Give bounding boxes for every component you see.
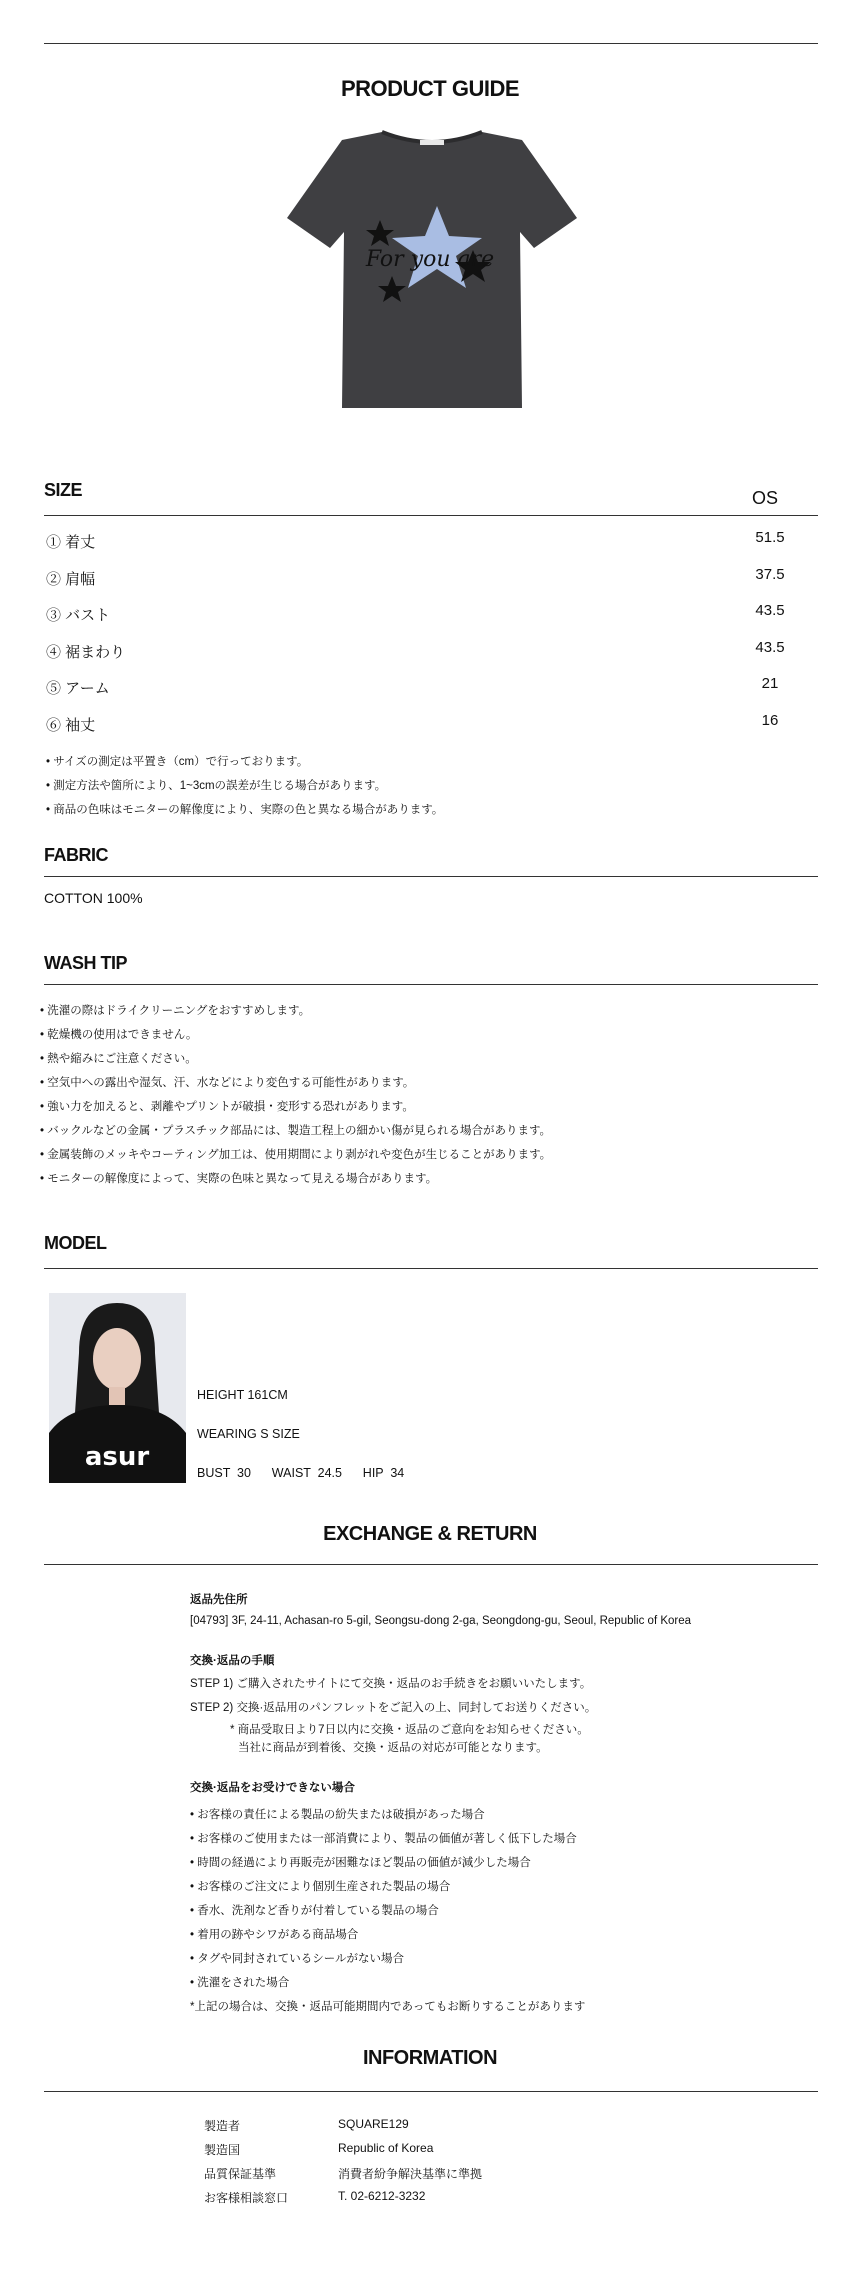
wash-tip-item: • バックルなどの金属・プラスチック部品には、製造工程上の細かい傷が見られる場合があります。 — [40, 1125, 552, 1137]
size-divider — [44, 515, 818, 516]
size-row-value: 51.5 — [755, 529, 785, 546]
not-accepted-footnote: *上記の場合は、交換・返品可能期間内であってもお断りすることがあります — [190, 2001, 586, 2013]
shirt-print-text: asur — [84, 1442, 150, 1472]
procedure-step-2: STEP 2) 交換·返品用のパンフレットをご記入の上、同封してお送りください。 — [190, 1702, 597, 1714]
information-title: INFORMATION — [362, 2047, 498, 2069]
wash-tip-item: • 金属装飾のメッキやコーティング加工は、使用期間により剥がれや変色が生じることがあります。 — [40, 1149, 552, 1161]
fabric-value: COTTON 100% — [44, 890, 143, 906]
size-note: • 商品の色味はモニターの解像度により、実際の色と異なる場合があります。 — [46, 804, 444, 816]
size-row-label: ③ バスト — [46, 607, 111, 624]
not-accepted-title: 交換·返品をお受けできない場合 — [190, 1782, 355, 1794]
model-photo — [49, 1293, 186, 1483]
size-row-label: ② 肩幅 — [46, 571, 96, 588]
model-portrait-illustration — [49, 1293, 186, 1483]
not-accepted-item: • お客様の責任による製品の紛失または破損があった場合 — [190, 1809, 485, 1821]
size-row-value: 16 — [761, 712, 779, 729]
size-row-label: ⑥ 袖丈 — [46, 717, 96, 734]
wash-tip-item: • モニターの解像度によって、実際の色味と異なって見える場合があります。 — [40, 1173, 438, 1185]
size-row-value: 37.5 — [755, 566, 785, 583]
wash-tip-item: • 熱や縮みにご注意ください。 — [40, 1053, 197, 1065]
info-value: 消費者紛争解決基準に準拠 — [338, 2167, 483, 2181]
model-wearing: WEARING S SIZE — [197, 1427, 300, 1441]
wash-tip-title: WASH TIP — [44, 953, 128, 973]
wash-tip-item: • 乾燥機の使用はできません。 — [40, 1029, 198, 1041]
return-address-title: 返品先住所 — [190, 1594, 248, 1606]
top-divider — [44, 43, 818, 44]
info-value: T. 02-6212-3232 — [338, 2189, 426, 2203]
model-measurements: BUST 30 WAIST 24.5 HIP 34 — [197, 1466, 405, 1480]
size-row-value: 43.5 — [755, 602, 785, 619]
shirt-print-text: For you are — [365, 247, 495, 272]
info-value: Republic of Korea — [338, 2141, 434, 2155]
info-key: お客様相談窓口 — [204, 2191, 289, 2205]
info-value: SQUARE129 — [338, 2117, 409, 2131]
product-guide-title: PRODUCT GUIDE — [340, 76, 520, 101]
size-row-value: 43.5 — [755, 639, 785, 656]
info-key: 製造国 — [204, 2143, 241, 2157]
not-accepted-item: • お客様のご注文により個別生産された製品の場合 — [190, 1881, 451, 1893]
exchange-divider — [44, 1564, 818, 1565]
fabric-title: FABRIC — [44, 845, 108, 865]
not-accepted-item: • お客様のご使用または一部消費により、製品の価値が著しく低下した場合 — [190, 1833, 577, 1845]
model-title: MODEL — [44, 1233, 107, 1253]
procedure-step-1: STEP 1) ご購入されたサイトにて交換・返品のお手続きをお願いいたします。 — [190, 1678, 592, 1690]
info-key: 品質保証基準 — [204, 2167, 277, 2181]
model-divider — [44, 1268, 818, 1269]
wash-tip-divider — [44, 984, 818, 985]
not-accepted-item: • タグや同封されているシールがない場合 — [190, 1953, 404, 1965]
neck-label — [420, 140, 444, 145]
model-height: HEIGHT 161CM — [197, 1388, 288, 1402]
size-column-header: OS — [752, 488, 779, 508]
fabric-divider — [44, 876, 818, 877]
wash-tip-item: • 空気中への露出や湿気、汗、水などにより変色する可能性があります。 — [40, 1077, 415, 1089]
size-row-value: 21 — [761, 675, 779, 692]
wash-tip-item: • 強い力を加えると、剥離やプリントが破損・変形する恐れがあります。 — [40, 1101, 414, 1113]
not-accepted-item: • 着用の跡やシワがある商品場合 — [190, 1929, 359, 1941]
not-accepted-item: • 洗濯をされた場合 — [190, 1977, 290, 1989]
procedure-note: * 商品受取日より7日以内に交換・返品のご意向をお知らせください。 — [230, 1724, 589, 1736]
product-image — [272, 126, 592, 416]
t-shirt-illustration — [272, 126, 592, 416]
wash-tip-item: • 洗濯の際はドライクリーニングをおすすめします。 — [40, 1005, 311, 1017]
exchange-return-title: EXCHANGE & RETURN — [323, 1523, 537, 1545]
procedure-title: 交換·返品の手順 — [190, 1655, 275, 1667]
size-row-label: ④ 裾まわり — [46, 644, 126, 661]
size-note: • サイズの測定は平置き（cm）で行っております。 — [46, 756, 309, 768]
procedure-note: 当社に商品が到着後、交換・返品の対応が可能となります。 — [238, 1742, 548, 1754]
info-key: 製造者 — [204, 2119, 241, 2133]
size-row-label: ① 着丈 — [46, 534, 96, 551]
return-address: [04793] 3F, 24-11, Achasan-ro 5-gil, Seongsu-dong 2-ga, Seongdong-gu, Seoul, Republic of Korea — [190, 1615, 692, 1627]
size-title: SIZE — [44, 480, 83, 500]
not-accepted-item: • 時間の経過により再販売が困難なほど製品の価値が減少した場合 — [190, 1857, 531, 1869]
information-divider — [44, 2091, 818, 2092]
size-row-label: ⑤ アーム — [46, 680, 110, 697]
not-accepted-item: • 香水、洗剤など香りが付着している製品の場合 — [190, 1905, 439, 1917]
size-note: • 測定方法や箇所により、1~3cmの誤差が生じる場合があります。 — [46, 780, 387, 792]
